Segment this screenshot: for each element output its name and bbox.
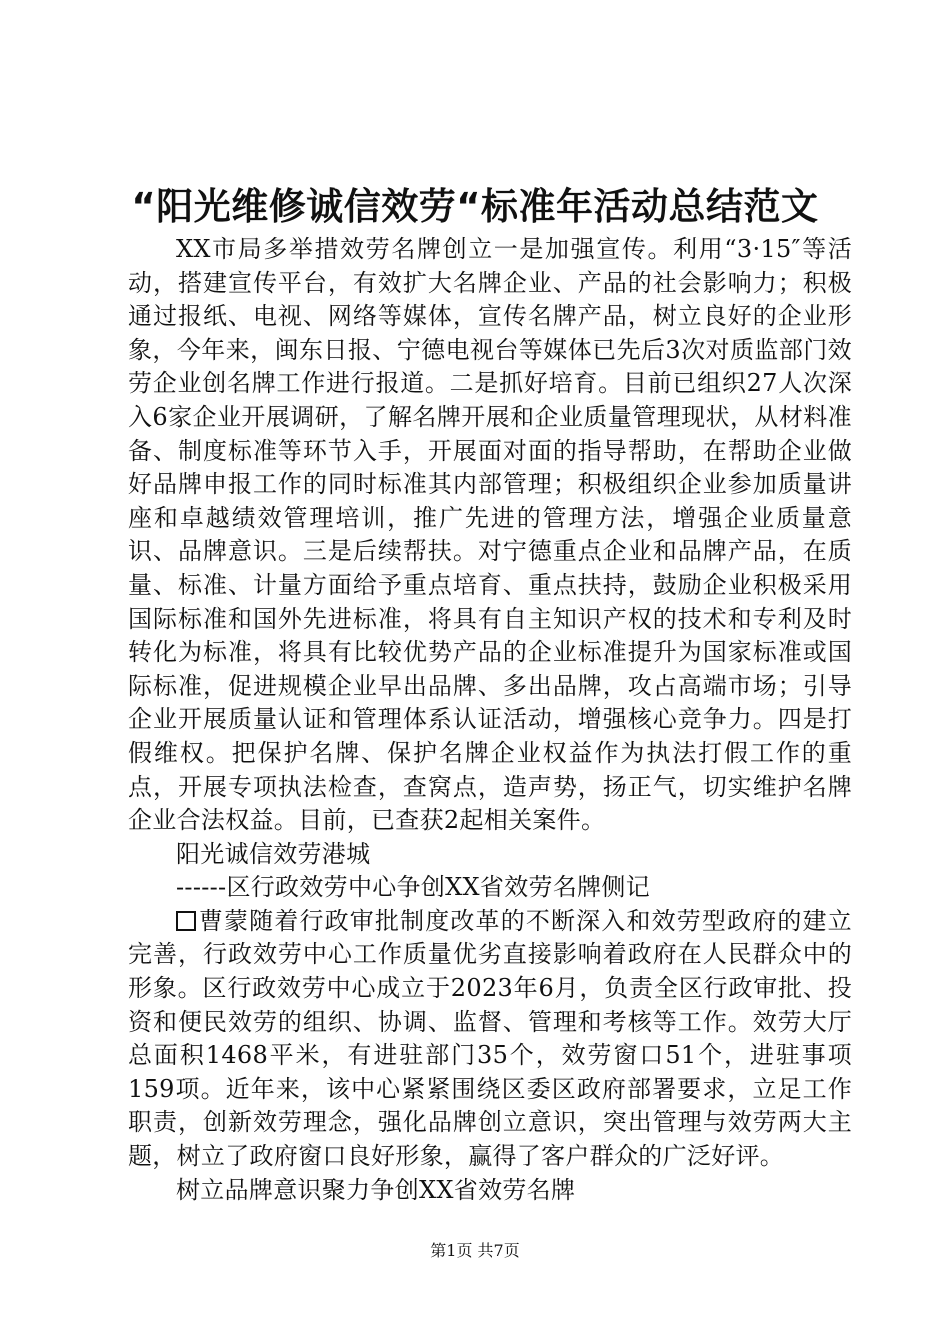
document-title: “阳光维修诚信效劳“标准年活动总结范文	[131, 185, 819, 228]
paragraph-5-heading: 树立品牌意识聚力争创XX省效劳名牌	[176, 1175, 576, 1204]
page-footer: 第1页 共7页	[430, 1241, 520, 1260]
paragraph-3-subheading: ------区行政效劳中心争创XX省效劳名牌侧记	[176, 873, 651, 902]
missing-glyph-box-icon	[176, 911, 196, 931]
paragraph-2-heading: 阳光诚信效劳港城	[176, 839, 371, 868]
paragraph-4-text: 曹蒙随着行政审批制度改革的不断深入和效劳型政府的建立完善，行政效劳中心工作质量优劣直接影响着政府在人民群众中的形象。区行政效劳中心成立于2023年6月，负责全区行政审批、投资和便民效劳的组织、协调、监督、管理和考核等工作。效劳大厅总面积1468平米，有进驻部门35个，效劳窗口51个，进驻事项159项。近年来，该中心紧紧围绕区委区政府部署要求，立足工作职责，创新效劳理念，强化品牌创立意识，突出管理与效劳两大主题，树立了政府窗口良好形象，赢得了客户群众的广泛好评。	[128, 906, 852, 1171]
document-body	[128, 233, 852, 1207]
paragraph-1: XX市局多举措效劳名牌创立一是加强宣传。利用“3·15″等活动，搭建宣传平台，有效扩大名牌企业、产品的社会影响力；积极通过报纸、电视、网络等媒体，宣传名牌产品，树立良好的企业形象，今年来，闽东日报、宁德电视台等媒体已先后3次对质监部门效劳企业创名牌工作进行报道。二是抓好培育。目前已组织27人次深入6家企业开展调研，了解名牌开展和企业质量管理现状，从材料准备、制度标准等环节入手，开展面对面的指导帮助，在帮助企业做好品牌申报工作的同时标准其内部管理；积极组织企业参加质量讲座和卓越绩效管理培训，推广先进的管理方法，增强企业质量意识、品牌意识。三是后续帮扶。对宁德重点企业和品牌产品，在质量、标准、计量方面给予重点培育、重点扶持，鼓励企业积极采用国际标准和国外先进标准，将具有自主知识产权的技术和专利及时转化为标准，将具有比较优势产品的企业标准提升为国家标准或国际标准，促进规模企业早出品牌、多出品牌，攻占高端市场；引导企业开展质量认证和管理体系认证活动，增强核心竞争力。四是打假维权。把保护名牌、保护名牌企业权益作为执法打假工作的重点，开展专项执法检查，查窝点，造声势，扬正气，切实维护名牌企业合法权益。目前，已查获2起相关案件。	[128, 235, 852, 835]
paragraph-4	[128, 905, 852, 1174]
